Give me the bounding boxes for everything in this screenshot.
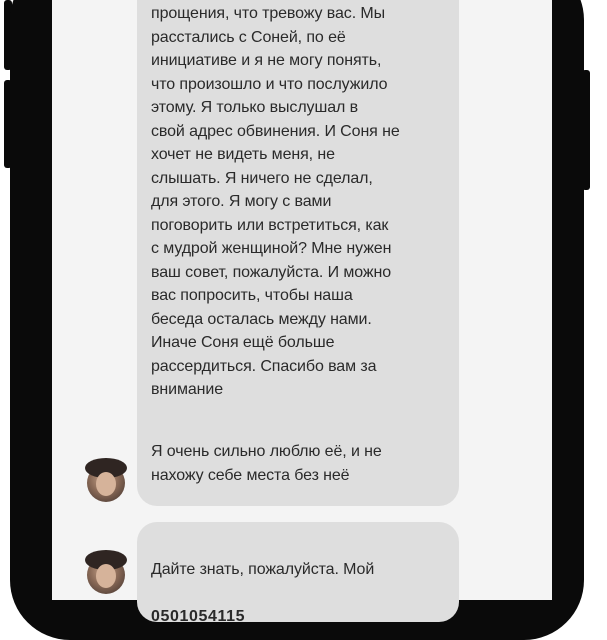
message-bubble[interactable] [137,0,459,506]
sender-avatar[interactable] [87,556,125,594]
message-text: Я очень сильно люблю её, и не нахожу себе места без неё [151,443,382,484]
message-text: Дайте знать, пожалуйста. Мой [151,560,375,578]
message-bubble[interactable] [137,522,459,625]
chat-screen[interactable] [52,0,552,625]
message-text: прощения, что тревожу вас. Мы расстались с Соней, по её инициативе и я не могу понять, что произошло и что послужило этому. Я только выслушал в свой адрес обвинения. И Соня не хочет не видеть меня, не слышать. Я ничего не сделал, для этого. Я могу с вами поговорить или встретиться, как с мудрой женщиной? Мне нужен ваш совет, пожалуйста. И можно вас попросить, чтобы наша беседа осталась между нами. Иначе Соня ещё больше рассердиться. Спасибо вам за внимание [151,5,400,398]
sender-avatar[interactable] [87,464,125,502]
phone-number[interactable]: 0501054115 [151,607,246,625]
